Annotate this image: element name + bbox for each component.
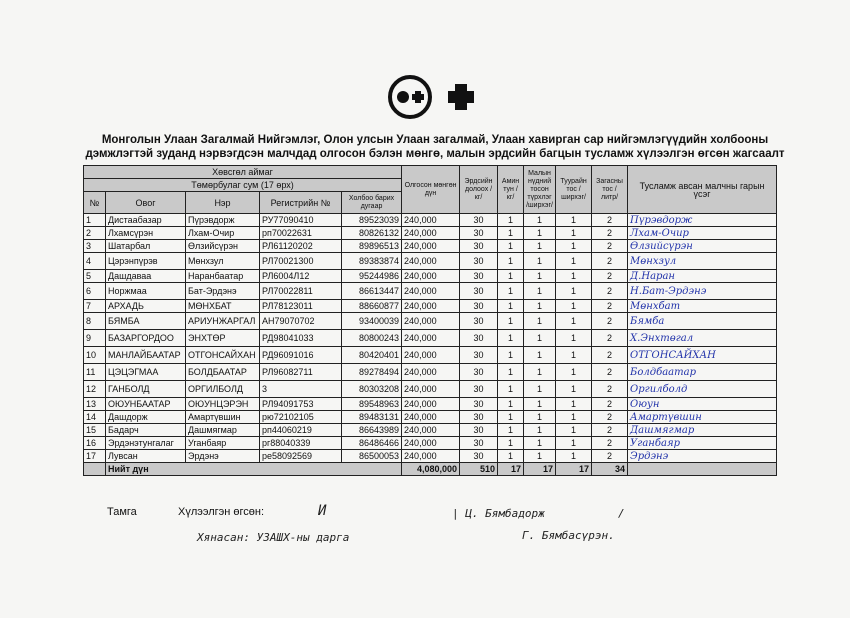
header-ner: Нэр xyxy=(186,192,260,214)
cell-ner: Эрдэнэ xyxy=(186,450,260,463)
cell-ovog: ЦЭЦЭГМАА xyxy=(106,364,186,381)
cell-mineral: 30 xyxy=(460,300,498,313)
cell-mineral: 30 xyxy=(460,227,498,240)
cell-grass: 1 xyxy=(524,330,556,347)
cell-hoof: 1 xyxy=(556,424,592,437)
cell-fat: 2 xyxy=(592,227,628,240)
cell-ovog: БЯМБА xyxy=(106,313,186,330)
cell-hoof: 1 xyxy=(556,347,592,364)
table-row xyxy=(84,398,777,411)
cell-register: РЛ96082711 xyxy=(260,364,342,381)
cell-salt: 1 xyxy=(498,398,524,411)
cell-ner: Уганбаяр xyxy=(186,437,260,450)
cell-signature: Болдбаатар xyxy=(628,364,777,381)
cell-mineral: 30 xyxy=(460,330,498,347)
header-cash: Олгосон мөнгөн дүн xyxy=(402,166,460,214)
table-row xyxy=(84,437,777,450)
cell-register: рг88040339 xyxy=(260,437,342,450)
cell-grass: 1 xyxy=(524,270,556,283)
total-row xyxy=(84,463,777,476)
cell-register: РД98041033 xyxy=(260,330,342,347)
cell-signature: Оргилболд xyxy=(628,381,777,398)
cell-mineral: 30 xyxy=(460,240,498,253)
cell-grass: 1 xyxy=(524,381,556,398)
cell-register: РЛ61120202 xyxy=(260,240,342,253)
cell-salt: 1 xyxy=(498,300,524,313)
cell-grass: 1 xyxy=(524,364,556,381)
table-row xyxy=(84,347,777,364)
cell-register: рп44060219 xyxy=(260,424,342,437)
cell-mineral: 30 xyxy=(460,411,498,424)
cell-phone: 93400039 xyxy=(342,313,402,330)
cell-no: 13 xyxy=(84,398,106,411)
table-row xyxy=(84,313,777,330)
cell-cash: 240,000 xyxy=(402,330,460,347)
cell-ner: ОТГОНСАЙХАН xyxy=(186,347,260,364)
cell-ovog: Дашдорж xyxy=(106,411,186,424)
cell-ner: БОЛДБААТАР xyxy=(186,364,260,381)
aimag-header: Хөвсгөл аймаг xyxy=(84,166,402,179)
cell-cash: 240,000 xyxy=(402,253,460,270)
cell-no: 12 xyxy=(84,381,106,398)
table-row xyxy=(84,283,777,300)
red-crescent-logo xyxy=(489,80,506,114)
table-row xyxy=(84,240,777,253)
cell-ner: Наранбаатар xyxy=(186,270,260,283)
total-hoof: 17 xyxy=(556,463,592,476)
cell-hoof: 1 xyxy=(556,450,592,463)
header-phone: Холбоо барих дугаар xyxy=(342,192,402,214)
header-hoof: Туурайн тос /ширхэг/ xyxy=(556,166,592,214)
total-label: Нийт дүн xyxy=(106,463,402,476)
cell-register: РЛ94091753 xyxy=(260,398,342,411)
cell-fat: 2 xyxy=(592,270,628,283)
cell-signature: Дашмягмар xyxy=(628,424,777,437)
cell-cash: 240,000 xyxy=(402,450,460,463)
header-salt: Амин тун /кг/ xyxy=(498,166,524,214)
cell-fat: 2 xyxy=(592,300,628,313)
cell-signature: Бямба xyxy=(628,313,777,330)
cell-phone: 95244986 xyxy=(342,270,402,283)
cell-salt: 1 xyxy=(498,437,524,450)
cell-register: АН79070702 xyxy=(260,313,342,330)
cell-no: 15 xyxy=(84,424,106,437)
cell-grass: 1 xyxy=(524,398,556,411)
cell-hoof: 1 xyxy=(556,253,592,270)
cell-cash: 240,000 xyxy=(402,313,460,330)
cell-no: 10 xyxy=(84,347,106,364)
cell-ovog: Лхамсүрэн xyxy=(106,227,186,240)
cell-phone: 80420401 xyxy=(342,347,402,364)
cell-ner: АРИУНЖАРГАЛ xyxy=(186,313,260,330)
cell-ovog: Цэрэнпүрэв xyxy=(106,253,186,270)
stamp-label: Тамга xyxy=(107,506,137,518)
cell-hoof: 1 xyxy=(556,227,592,240)
cell-no: 6 xyxy=(84,283,106,300)
cell-ovog: Дашдаваа xyxy=(106,270,186,283)
cell-ovog: Бадарч xyxy=(106,424,186,437)
cell-ner: ЭНХТӨР xyxy=(186,330,260,347)
sum-header: Төмөрбулаг сум (17 өрх) xyxy=(84,179,402,192)
cell-no: 9 xyxy=(84,330,106,347)
cell-phone: 86643989 xyxy=(342,424,402,437)
cell-fat: 2 xyxy=(592,347,628,364)
cell-ner: Бат-Эрдэнэ xyxy=(186,283,260,300)
cell-no: 2 xyxy=(84,227,106,240)
total-signature-empty xyxy=(628,463,777,476)
cell-register: 3 xyxy=(260,381,342,398)
header-register: Регистрийн № xyxy=(260,192,342,214)
red-cross-logo xyxy=(448,84,474,110)
cell-register: рю72102105 xyxy=(260,411,342,424)
handover-mark: / xyxy=(618,507,625,520)
handover-name: | Ц. Бямбадорж xyxy=(452,507,545,520)
cell-signature: Мөнхзул xyxy=(628,253,777,270)
cell-hoof: 1 xyxy=(556,398,592,411)
cell-mineral: 30 xyxy=(460,437,498,450)
total-mineral: 510 xyxy=(460,463,498,476)
cell-cash: 240,000 xyxy=(402,300,460,313)
cell-register: РЛ70021300 xyxy=(260,253,342,270)
cell-mineral: 30 xyxy=(460,270,498,283)
header-mineral: Эрдсийн долоох /кг/ xyxy=(460,166,498,214)
cell-salt: 1 xyxy=(498,313,524,330)
total-fat: 34 xyxy=(592,463,628,476)
cell-grass: 1 xyxy=(524,253,556,270)
table-row xyxy=(84,227,777,240)
title-line-2: дэмжлэгтэй зуданд нэрвэгдсэн малчдад олгосон бэлэн мөнгө, малын эрдсийн багцын тусламж хүлээлгэн өгсөн жагсаалт xyxy=(85,148,785,160)
cell-grass: 1 xyxy=(524,411,556,424)
total-grass: 17 xyxy=(524,463,556,476)
cell-signature: Уганбаяр xyxy=(628,437,777,450)
cell-ner: Өлзийсүрэн xyxy=(186,240,260,253)
cell-hoof: 1 xyxy=(556,214,592,227)
cell-grass: 1 xyxy=(524,424,556,437)
cell-ner: Лхам-Очир xyxy=(186,227,260,240)
cell-signature: Лхам-Очир xyxy=(628,227,777,240)
header-grass: Малын нүдний тосон түрхлэг /ширхэг/ xyxy=(524,166,556,214)
header-ovog: Овог xyxy=(106,192,186,214)
cell-phone: 86486466 xyxy=(342,437,402,450)
cell-no: 16 xyxy=(84,437,106,450)
cell-hoof: 1 xyxy=(556,381,592,398)
cell-salt: 1 xyxy=(498,270,524,283)
cell-cash: 240,000 xyxy=(402,364,460,381)
cell-fat: 2 xyxy=(592,330,628,347)
cell-signature: Х.Энхтөгал xyxy=(628,330,777,347)
cell-ovog: ОЮУНБААТАР xyxy=(106,398,186,411)
cell-grass: 1 xyxy=(524,227,556,240)
cell-hoof: 1 xyxy=(556,437,592,450)
document-title xyxy=(40,133,830,161)
cell-fat: 2 xyxy=(592,313,628,330)
cell-ovog: Шатарбал xyxy=(106,240,186,253)
cell-phone: 89383874 xyxy=(342,253,402,270)
handover-label: Хүлээлгэн өгсөн: xyxy=(178,506,265,518)
total-cell-empty xyxy=(84,463,106,476)
checked-label: Хянасан: УЗАШХ-ны дарга xyxy=(197,531,350,544)
table-row xyxy=(84,411,777,424)
cell-no: 8 xyxy=(84,313,106,330)
cell-signature: Мөнхбат xyxy=(628,300,777,313)
cell-no: 5 xyxy=(84,270,106,283)
cell-ovog: МАНЛАЙБААТАР xyxy=(106,347,186,364)
distribution-table xyxy=(83,165,777,476)
cell-ner: Амартүвшин xyxy=(186,411,260,424)
table-row xyxy=(84,214,777,227)
table-row xyxy=(84,253,777,270)
cell-phone: 86500053 xyxy=(342,450,402,463)
cell-fat: 2 xyxy=(592,283,628,300)
cell-hoof: 1 xyxy=(556,240,592,253)
cell-hoof: 1 xyxy=(556,283,592,300)
cell-hoof: 1 xyxy=(556,313,592,330)
table-body xyxy=(84,214,777,476)
cell-hoof: 1 xyxy=(556,411,592,424)
cell-phone: 80800243 xyxy=(342,330,402,347)
cell-signature: Д.Наран xyxy=(628,270,777,283)
total-salt: 17 xyxy=(498,463,524,476)
cell-mineral: 30 xyxy=(460,313,498,330)
cell-phone: 80303208 xyxy=(342,381,402,398)
cell-fat: 2 xyxy=(592,381,628,398)
cell-register: рп70022631 xyxy=(260,227,342,240)
cell-salt: 1 xyxy=(498,227,524,240)
cell-grass: 1 xyxy=(524,214,556,227)
cell-cash: 240,000 xyxy=(402,283,460,300)
cell-grass: 1 xyxy=(524,283,556,300)
cell-cash: 240,000 xyxy=(402,214,460,227)
cell-ovog: АРХАДЬ xyxy=(106,300,186,313)
cell-register: РД96091016 xyxy=(260,347,342,364)
cell-hoof: 1 xyxy=(556,330,592,347)
cell-no: 17 xyxy=(84,450,106,463)
cell-phone: 89896513 xyxy=(342,240,402,253)
cell-register: РЛ6004Л12 xyxy=(260,270,342,283)
cell-salt: 1 xyxy=(498,381,524,398)
cell-ovog: Дистаабазар xyxy=(106,214,186,227)
cell-mineral: 30 xyxy=(460,283,498,300)
cell-no: 4 xyxy=(84,253,106,270)
cell-register: РУ77090410 xyxy=(260,214,342,227)
cell-hoof: 1 xyxy=(556,364,592,381)
cell-signature: Оюун xyxy=(628,398,777,411)
logos xyxy=(388,72,528,122)
cell-grass: 1 xyxy=(524,240,556,253)
cell-cash: 240,000 xyxy=(402,437,460,450)
cell-signature: Өлзийсүрэн xyxy=(628,240,777,253)
cell-salt: 1 xyxy=(498,253,524,270)
cell-fat: 2 xyxy=(592,437,628,450)
cell-ner: Мөнхзул xyxy=(186,253,260,270)
cell-phone: 89523039 xyxy=(342,214,402,227)
cell-ovog: Норжмаа xyxy=(106,283,186,300)
cell-fat: 2 xyxy=(592,424,628,437)
header-signature: Тусламж авсан малчны гарын үсэг xyxy=(628,166,777,214)
cell-salt: 1 xyxy=(498,330,524,347)
cell-phone: 80826132 xyxy=(342,227,402,240)
cell-ovog: Эрдэнэтунгалаг xyxy=(106,437,186,450)
table-row xyxy=(84,381,777,398)
cell-ovog: Лувсан xyxy=(106,450,186,463)
cell-cash: 240,000 xyxy=(402,381,460,398)
cell-mineral: 30 xyxy=(460,381,498,398)
cell-salt: 1 xyxy=(498,240,524,253)
cell-ner: МӨНХБАТ xyxy=(186,300,260,313)
cell-no: 14 xyxy=(84,411,106,424)
cell-signature: Эрдэнэ xyxy=(628,450,777,463)
cell-mineral: 30 xyxy=(460,398,498,411)
cell-fat: 2 xyxy=(592,253,628,270)
cell-cash: 240,000 xyxy=(402,398,460,411)
cell-grass: 1 xyxy=(524,347,556,364)
table-row xyxy=(84,450,777,463)
cell-salt: 1 xyxy=(498,411,524,424)
cell-fat: 2 xyxy=(592,398,628,411)
cell-salt: 1 xyxy=(498,214,524,227)
title-line-1: Монголын Улаан Загалмай Нийгэмлэг, Олон улсын Улаан загалмай, Улаан хавирган сар нийгэмлэгүүдийн холбооны xyxy=(101,134,769,146)
cell-fat: 2 xyxy=(592,450,628,463)
cell-salt: 1 xyxy=(498,364,524,381)
cell-ner: ОРГИЛБОЛД xyxy=(186,381,260,398)
cell-register: ре58092569 xyxy=(260,450,342,463)
cell-hoof: 1 xyxy=(556,270,592,283)
cell-cash: 240,000 xyxy=(402,227,460,240)
cell-no: 1 xyxy=(84,214,106,227)
cell-grass: 1 xyxy=(524,437,556,450)
checked-name: Г. Бямбасүрэн. xyxy=(522,529,615,542)
cell-phone: 89548963 xyxy=(342,398,402,411)
header-no: № xyxy=(84,192,106,214)
cell-phone: 86613447 xyxy=(342,283,402,300)
cell-phone: 88660877 xyxy=(342,300,402,313)
cell-cash: 240,000 xyxy=(402,411,460,424)
cell-cash: 240,000 xyxy=(402,270,460,283)
cell-salt: 1 xyxy=(498,450,524,463)
cell-register: РЛ78123011 xyxy=(260,300,342,313)
table-row xyxy=(84,364,777,381)
cell-salt: 1 xyxy=(498,283,524,300)
table-row xyxy=(84,330,777,347)
cell-mineral: 30 xyxy=(460,253,498,270)
cell-cash: 240,000 xyxy=(402,347,460,364)
cell-mineral: 30 xyxy=(460,450,498,463)
cell-phone: 89483131 xyxy=(342,411,402,424)
cell-grass: 1 xyxy=(524,300,556,313)
cell-cash: 240,000 xyxy=(402,424,460,437)
total-cash: 4,080,000 xyxy=(402,463,460,476)
handover-signature: И xyxy=(318,503,327,519)
cell-signature: Пүрэвдорж xyxy=(628,214,777,227)
table-row xyxy=(84,270,777,283)
cell-fat: 2 xyxy=(592,240,628,253)
table-row xyxy=(84,424,777,437)
cell-no: 3 xyxy=(84,240,106,253)
cell-signature: Амартүвшин xyxy=(628,411,777,424)
cell-register: РЛ70022811 xyxy=(260,283,342,300)
table-row xyxy=(84,300,777,313)
cell-no: 7 xyxy=(84,300,106,313)
cell-mineral: 30 xyxy=(460,424,498,437)
cell-ovog: БАЗАРГОРДОО xyxy=(106,330,186,347)
crescent-cross-logo xyxy=(390,77,430,117)
cell-signature: ОТГОНСАЙХАН xyxy=(628,347,777,364)
cell-phone: 89278494 xyxy=(342,364,402,381)
cell-fat: 2 xyxy=(592,214,628,227)
cell-mineral: 30 xyxy=(460,214,498,227)
cell-salt: 1 xyxy=(498,424,524,437)
cell-ner: Дашмягмар xyxy=(186,424,260,437)
header-fat: Загасны тос /литр/ xyxy=(592,166,628,214)
cell-ner: ОЮУНЦЭРЭН xyxy=(186,398,260,411)
cell-grass: 1 xyxy=(524,450,556,463)
cell-no: 11 xyxy=(84,364,106,381)
cell-fat: 2 xyxy=(592,411,628,424)
cell-grass: 1 xyxy=(524,313,556,330)
cell-cash: 240,000 xyxy=(402,240,460,253)
cell-hoof: 1 xyxy=(556,300,592,313)
cell-ovog: ГАНБОЛД xyxy=(106,381,186,398)
cell-mineral: 30 xyxy=(460,347,498,364)
cell-fat: 2 xyxy=(592,364,628,381)
cell-signature: Н.Бат-Эрдэнэ xyxy=(628,283,777,300)
cell-mineral: 30 xyxy=(460,364,498,381)
cell-ner: Пүрэвдорж xyxy=(186,214,260,227)
cell-salt: 1 xyxy=(498,347,524,364)
